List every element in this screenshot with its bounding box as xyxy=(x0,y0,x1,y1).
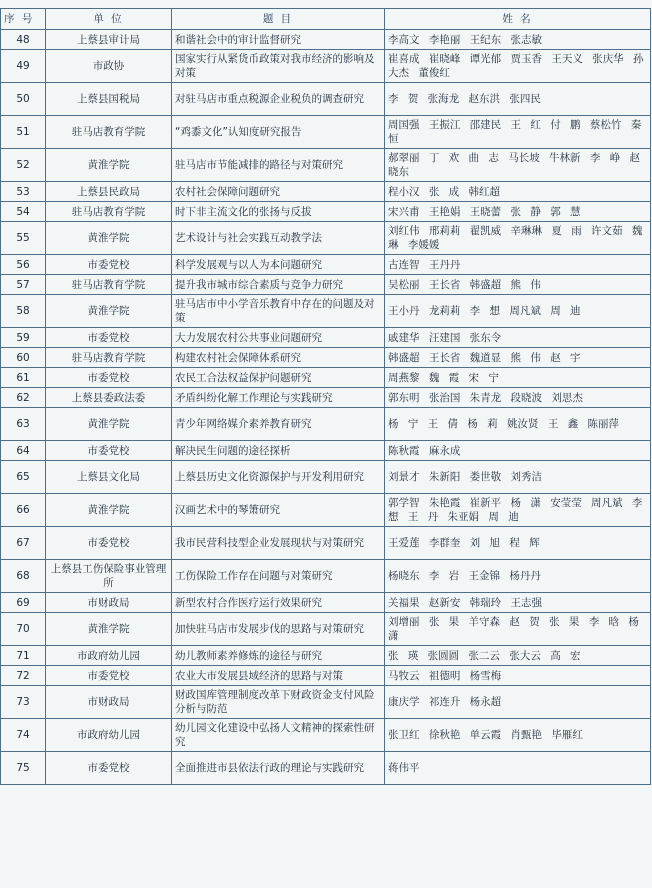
table-body xyxy=(1,30,651,785)
title-cell: 农村社会保障问题研究 xyxy=(172,182,385,202)
unit-cell: 上蔡县国税局 xyxy=(46,83,172,116)
table-row xyxy=(1,527,651,560)
title-cell: 艺术设计与社会实践互动教学法 xyxy=(172,222,385,255)
serial-number-cell: 55 xyxy=(1,222,46,255)
unit-cell: 驻马店教育学院 xyxy=(46,116,172,149)
unit-cell: 市委党校 xyxy=(46,752,172,785)
table-row xyxy=(1,593,651,613)
serial-number-cell: 73 xyxy=(1,686,46,719)
header-unit: 单 位 xyxy=(46,9,172,30)
title-cell: 财政国库管理制度改革下财政资金支付风险分析与防范 xyxy=(172,686,385,719)
unit-cell: 黄淮学院 xyxy=(46,613,172,646)
names-cell: 王小丹 龙莉莉 李 想 周凡斌 周 迪 xyxy=(385,295,651,328)
names-cell: 蒋伟平 xyxy=(385,752,651,785)
table-row xyxy=(1,275,651,295)
names-cell: 郭东明 张治国 朱青龙 段晓波 刘思杰 xyxy=(385,388,651,408)
table-row xyxy=(1,182,651,202)
table-row xyxy=(1,752,651,785)
title-cell: 农业大市发展县域经济的思路与对策 xyxy=(172,666,385,686)
title-cell: 国家实行从紧货币政策对我市经济的影响及对策 xyxy=(172,50,385,83)
unit-cell: 黄淮学院 xyxy=(46,222,172,255)
names-cell: 李 贺 张海龙 赵东洪 张四民 xyxy=(385,83,651,116)
serial-number-cell: 61 xyxy=(1,368,46,388)
serial-number-cell: 58 xyxy=(1,295,46,328)
names-cell: 崔喜成 崔晓峰 谭光郁 贾玉香 王天义 张庆华 孙大杰 董俊红 xyxy=(385,50,651,83)
title-cell: 科学发展观与以人为本问题研究 xyxy=(172,255,385,275)
table-header-row xyxy=(1,9,651,30)
names-cell: 王爱莲 李群奎 刘 旭 程 辉 xyxy=(385,527,651,560)
unit-cell: 市委党校 xyxy=(46,328,172,348)
header-names: 姓 名 xyxy=(385,9,651,30)
names-cell: 关福果 赵新安 韩瑞玲 王志强 xyxy=(385,593,651,613)
serial-number-cell: 53 xyxy=(1,182,46,202)
title-cell: 农民工合法权益保护问题研究 xyxy=(172,368,385,388)
unit-cell: 驻马店教育学院 xyxy=(46,348,172,368)
unit-cell: 市委党校 xyxy=(46,666,172,686)
serial-number-cell: 64 xyxy=(1,441,46,461)
table-row xyxy=(1,222,651,255)
serial-number-cell: 71 xyxy=(1,646,46,666)
title-cell: 加快驻马店市发展步伐的思路与对策研究 xyxy=(172,613,385,646)
names-cell: 程小汉 张 成 韩红超 xyxy=(385,182,651,202)
names-cell: 戚建华 汪建国 张东令 xyxy=(385,328,651,348)
names-cell: 韩盛超 王长省 魏道显 熊 伟 赵 宇 xyxy=(385,348,651,368)
unit-cell: 驻马店教育学院 xyxy=(46,202,172,222)
serial-number-cell: 74 xyxy=(1,719,46,752)
unit-cell: 上蔡县工伤保险事业管理所 xyxy=(46,560,172,593)
title-cell: 大力发展农村公共事业问题研究 xyxy=(172,328,385,348)
names-cell: 张 瑛 张圆圆 张二云 张大云 高 宏 xyxy=(385,646,651,666)
serial-number-cell: 69 xyxy=(1,593,46,613)
serial-number-cell: 48 xyxy=(1,30,46,50)
unit-cell: 黄淮学院 xyxy=(46,295,172,328)
table-row xyxy=(1,408,651,441)
table-row xyxy=(1,83,651,116)
names-cell: 刘红伟 邢莉莉 翟凯威 辛琳琳 夏 雨 许文茹 魏 琳 李媛媛 xyxy=(385,222,651,255)
title-cell: 驻马店市中小学音乐教育中存在的问题及对策 xyxy=(172,295,385,328)
serial-number-cell: 66 xyxy=(1,494,46,527)
title-cell: 时下非主流文化的张扬与反拔 xyxy=(172,202,385,222)
table-row xyxy=(1,149,651,182)
table-row xyxy=(1,560,651,593)
serial-number-cell: 59 xyxy=(1,328,46,348)
title-cell: 驻马店市节能减排的路径与对策研究 xyxy=(172,149,385,182)
unit-cell: 市政协 xyxy=(46,50,172,83)
table-row xyxy=(1,686,651,719)
names-cell: 宋兴甫 王艳娟 王晓蕾 张 静 郭 慧 xyxy=(385,202,651,222)
serial-number-cell: 62 xyxy=(1,388,46,408)
unit-cell: 市财政局 xyxy=(46,686,172,719)
unit-cell: 市委党校 xyxy=(46,368,172,388)
names-cell: 张卫红 徐秋艳 单云霞 肖甄艳 毕雁红 xyxy=(385,719,651,752)
table-row xyxy=(1,388,651,408)
title-cell: 工伤保险工作存在问题与对策研究 xyxy=(172,560,385,593)
serial-number-cell: 57 xyxy=(1,275,46,295)
serial-number-cell: 67 xyxy=(1,527,46,560)
table-row xyxy=(1,719,651,752)
title-cell: 汉画艺术中的琴箫研究 xyxy=(172,494,385,527)
header-title: 题 目 xyxy=(172,9,385,30)
title-cell: 全面推进市县依法行政的理论与实践研究 xyxy=(172,752,385,785)
unit-cell: 上蔡县民政局 xyxy=(46,182,172,202)
names-cell: 康庆学 祁连升 杨永超 xyxy=(385,686,651,719)
table-row xyxy=(1,295,651,328)
unit-cell: 驻马店教育学院 xyxy=(46,275,172,295)
title-cell: 幼儿教师素养修炼的途径与研究 xyxy=(172,646,385,666)
title-cell: 幼儿园文化建设中弘扬人文精神的探索性研究 xyxy=(172,719,385,752)
names-cell: 杨 宁 王 倩 杨 莉 姚汝贤 王 鑫 陈丽萍 xyxy=(385,408,651,441)
names-cell: 陈秋霞 麻永成 xyxy=(385,441,651,461)
serial-number-cell: 56 xyxy=(1,255,46,275)
serial-number-cell: 63 xyxy=(1,408,46,441)
table-row xyxy=(1,348,651,368)
table-row xyxy=(1,255,651,275)
unit-cell: 黄淮学院 xyxy=(46,408,172,441)
serial-number-cell: 50 xyxy=(1,83,46,116)
table-row xyxy=(1,328,651,348)
serial-number-cell: 68 xyxy=(1,560,46,593)
table-row xyxy=(1,116,651,149)
unit-cell: 市政府幼儿园 xyxy=(46,646,172,666)
unit-cell: 上蔡县委政法委 xyxy=(46,388,172,408)
title-cell: 提升我市城市综合素质与竞争力研究 xyxy=(172,275,385,295)
title-cell: “鸡黍文化”认知度研究报告 xyxy=(172,116,385,149)
title-cell: 构建农村社会保障体系研究 xyxy=(172,348,385,368)
table-row xyxy=(1,613,651,646)
unit-cell: 市财政局 xyxy=(46,593,172,613)
table-row xyxy=(1,494,651,527)
names-cell: 郝翠丽 丁 欢 曲 志 马长坡 牛林新 李 峥 赵晓东 xyxy=(385,149,651,182)
unit-cell: 市委党校 xyxy=(46,255,172,275)
table-row xyxy=(1,441,651,461)
table-row xyxy=(1,646,651,666)
title-cell: 对驻马店市重点税源企业税负的调查研究 xyxy=(172,83,385,116)
serial-number-cell: 75 xyxy=(1,752,46,785)
unit-cell: 黄淮学院 xyxy=(46,494,172,527)
serial-number-cell: 72 xyxy=(1,666,46,686)
serial-number-cell: 54 xyxy=(1,202,46,222)
title-cell: 上蔡县历史文化资源保护与开发利用研究 xyxy=(172,461,385,494)
table-row xyxy=(1,30,651,50)
table-row xyxy=(1,666,651,686)
serial-number-cell: 49 xyxy=(1,50,46,83)
table-row xyxy=(1,461,651,494)
serial-number-cell: 51 xyxy=(1,116,46,149)
serial-number-cell: 60 xyxy=(1,348,46,368)
title-cell: 我市民营科技型企业发展现状与对策研究 xyxy=(172,527,385,560)
serial-number-cell: 52 xyxy=(1,149,46,182)
table-row xyxy=(1,50,651,83)
unit-cell: 市委党校 xyxy=(46,527,172,560)
names-cell: 郭学智 朱艳霞 崔新平 杨 潇 安莹莹 周凡斌 李 想 王 丹 朱亚娟 周 迪 xyxy=(385,494,651,527)
names-cell: 杨晓东 李 岩 王金锦 杨丹丹 xyxy=(385,560,651,593)
names-cell: 马牧云 祖德明 杨雪梅 xyxy=(385,666,651,686)
title-cell: 和谐社会中的审计监督研究 xyxy=(172,30,385,50)
names-cell: 古连智 王丹丹 xyxy=(385,255,651,275)
names-cell: 吴松丽 王长省 韩盛超 熊 伟 xyxy=(385,275,651,295)
table-row xyxy=(1,368,651,388)
names-cell: 周国强 王振江 邵建民 王 红 付 鹏 蔡松竹 秦 恒 xyxy=(385,116,651,149)
unit-cell: 上蔡县审计局 xyxy=(46,30,172,50)
serial-number-cell: 65 xyxy=(1,461,46,494)
serial-number-cell: 70 xyxy=(1,613,46,646)
title-cell: 青少年网络媒介素养教育研究 xyxy=(172,408,385,441)
title-cell: 解决民生问题的途径探析 xyxy=(172,441,385,461)
unit-cell: 上蔡县文化局 xyxy=(46,461,172,494)
names-cell: 刘增丽 张 果 羊守森 赵 贺 张 果 李 晗 杨 潇 xyxy=(385,613,651,646)
names-cell: 李高文 李艳丽 王纪东 张志敏 xyxy=(385,30,651,50)
unit-cell: 市政府幼儿园 xyxy=(46,719,172,752)
table-row xyxy=(1,202,651,222)
unit-cell: 黄淮学院 xyxy=(46,149,172,182)
research-topics-table xyxy=(0,8,651,785)
title-cell: 新型农村合作医疗运行效果研究 xyxy=(172,593,385,613)
title-cell: 矛盾纠纷化解工作理论与实践研究 xyxy=(172,388,385,408)
names-cell: 周燕黎 魏 霞 宋 宁 xyxy=(385,368,651,388)
unit-cell: 市委党校 xyxy=(46,441,172,461)
header-serial-number: 序 号 xyxy=(1,9,46,30)
names-cell: 刘景才 朱新阳 娄世敬 刘秀洁 xyxy=(385,461,651,494)
